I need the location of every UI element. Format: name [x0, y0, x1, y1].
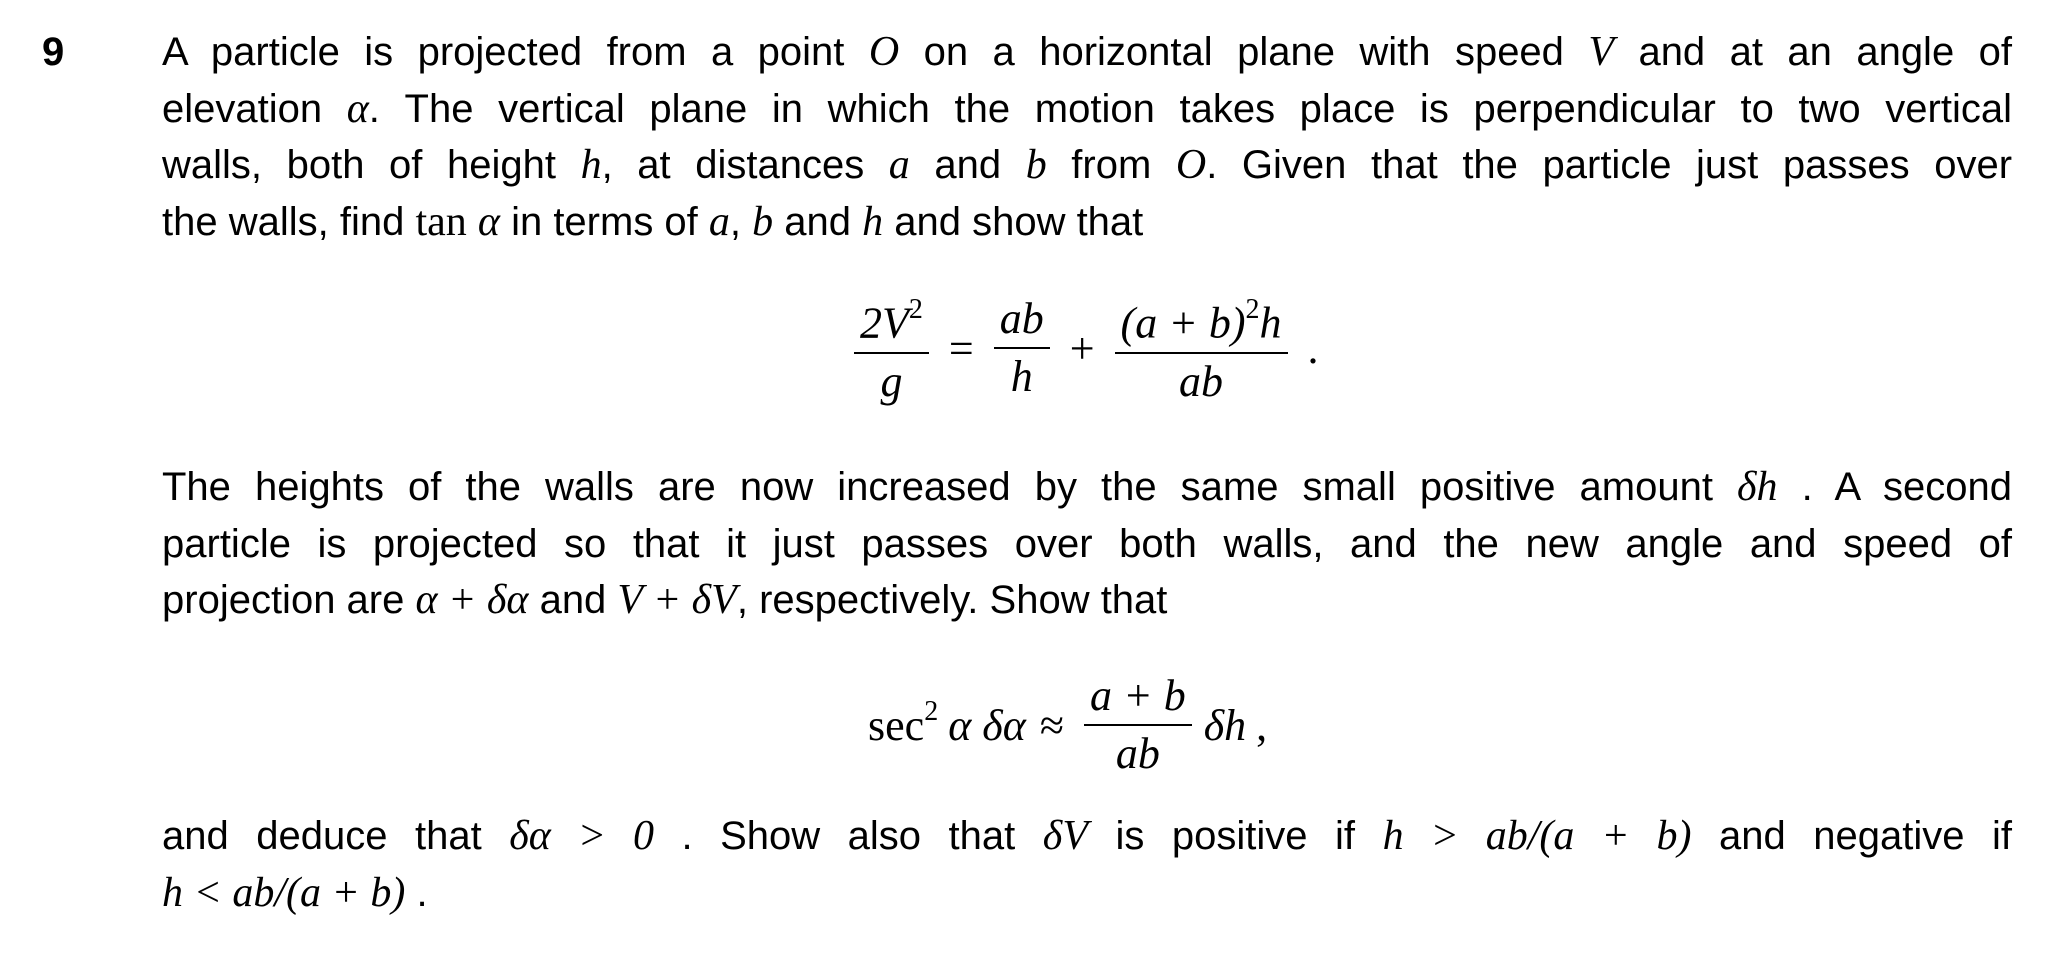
math-symbol: a — [888, 142, 910, 188]
math-symbol: α — [346, 85, 369, 132]
math-symbol: O — [1175, 142, 1207, 188]
math-symbol: h > ab/(a + b) — [1382, 813, 1692, 859]
text-line: particle is projected so that it just passes over both walls, and the new angle and speed of — [162, 521, 2012, 566]
text-line: and deduce that δα > 0 . Show also that δV is positive if h > ab/(a + b) and negative if — [162, 813, 2013, 859]
math-function: $\sec^2$ — [868, 695, 939, 750]
math-symbol: α + δα — [415, 577, 529, 623]
text-line: projection are α + δα and V + δV, respectively. Show that — [162, 577, 1168, 623]
math-symbol: b — [752, 198, 774, 245]
text-line: the walls, find tan α in terms of a, b and h and show that — [162, 198, 1144, 245]
math-symbol: V — [1588, 29, 1615, 75]
text-line: A particle is projected from a point O on a horizontal plane with speed V and at an angle of — [162, 29, 2012, 75]
math-symbol: α δα — [948, 700, 1026, 750]
question-paragraph-intro — [162, 24, 2012, 250]
math-symbol: δα > 0 — [509, 813, 654, 859]
math-symbol: δh — [1203, 700, 1247, 750]
math-symbol: α — [477, 198, 500, 245]
display-equation-speed — [848, 288, 1333, 408]
math-symbol: a — [708, 198, 730, 245]
approx-sign: ≈ — [1039, 700, 1064, 750]
text-line: h < ab/(a + b) . — [162, 869, 428, 916]
math-symbol: b — [1025, 142, 1047, 188]
math-symbol: δh — [1737, 464, 1778, 510]
math-symbol: O — [868, 29, 900, 75]
fraction-lhs: $\frac{2V^2}{g}$ — [854, 288, 929, 408]
fraction-term2: $\frac{(a + b)^2h}{ab}$ — [1115, 288, 1288, 408]
fraction-rhs: $\frac{a + b}{ab}$ — [1084, 670, 1192, 780]
equation-period: . — [1307, 323, 1319, 373]
question-paragraph-final — [162, 808, 2012, 921]
math-symbol: δV — [1042, 813, 1088, 859]
plus-sign: + — [1069, 323, 1095, 373]
text-line: The heights of the walls are now increased by the same small positive amount δh . A second — [162, 464, 2013, 510]
question-number: 9 — [42, 30, 65, 74]
math-symbol: h < ab/(a + b) — [162, 869, 406, 916]
question-paragraph-second — [162, 459, 2012, 629]
math-symbol: h — [862, 198, 884, 245]
text-line: elevation α. The vertical plane in which the motion takes place is perpendicular to two vertical — [162, 85, 2013, 132]
equation-comma: , — [1256, 700, 1268, 750]
equals-sign: = — [948, 323, 974, 373]
fraction-term1: $\frac{ab}{h}$ — [994, 293, 1050, 403]
display-equation-angle — [868, 665, 1281, 785]
math-symbol: h — [580, 142, 602, 188]
math-symbol: V + δV — [617, 577, 737, 623]
math-function: tan — [415, 198, 467, 245]
text-line: walls, both of height h, at distances a and b from O. Given that the particle just passes over — [162, 142, 2013, 188]
